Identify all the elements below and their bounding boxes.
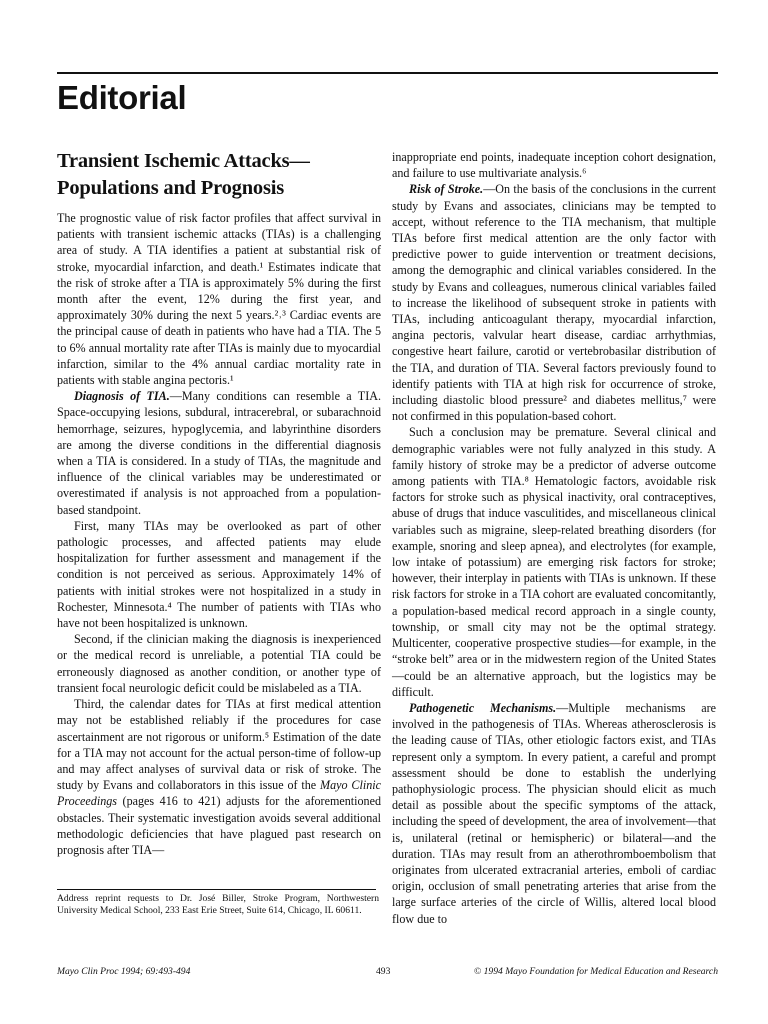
first-reason-paragraph: First, many TIAs may be overlooked as part of other pathologic processes, and affected patients may elude hospitalization for further assessment and management if the condition is not perceived as serious. Approximately 14% of patients with initial strokes were not hospitalized in a study in Rochester, Minnesota.⁴ The number of patients with TIAs who have not been hospitalized is unknown.: [57, 518, 381, 631]
diagnosis-run-in-head: Diagnosis of TIA.: [74, 389, 170, 404]
page-number: 493: [376, 966, 391, 977]
third-reason-text-b: (pages 416 to 421) adjusts for the aforementioned obstacles. Their systematic investigation avoids several additional methodologic deficiencies that have plagued past research on prognosis after TIA—: [57, 794, 381, 857]
article-title: [57, 148, 377, 202]
risk-of-stroke-paragraph: [392, 181, 716, 424]
journal-citation: Mayo Clin Proc 1994; 69:493-494: [57, 966, 191, 977]
pathogenetic-mechanisms-paragraph: [392, 700, 716, 927]
second-reason-paragraph: Second, if the clinician making the diagnosis is inexperienced or the medical record is unreliable, a potential TIA could be erroneously diagnosed as another condition, or another type of transient focal neurologic deficit could be mislabeled as a TIA.: [57, 632, 381, 695]
page-footer: [57, 965, 718, 979]
article-title-line-1: Transient Ischemic Attacks—: [57, 150, 310, 172]
pathogenetic-mechanisms-body: —Multiple mechanisms are involved in the pathogenesis of TIAs. Whereas atherosclerosis is the leading cause of TIAs, other etiologic factors exist, and TIAs represent only a symptom. In every patient, a careful and prompt assessment should be done to establish the underlying pathophysiologic process. The physician should elicit as much detail as possible about the specific symptoms of the attack, including the speed of development, the area of involvement—that is, unilateral (retinal or hemispheric) or bilateral—and the duration. TIAs may result from an atherothromboembolism that originates from ulcerated extracranial arteries, emboli of cardiac origin, occlusion of small penetrating arteries that arise from the large surface arteries of the circle of Willis, altered local blood flow due to: [392, 700, 716, 926]
risk-of-stroke-run-in-head: Risk of Stroke.: [409, 182, 484, 197]
journal-name: Mayo Clinic Proceedings: [57, 778, 381, 809]
risk-of-stroke-body: —On the basis of the conclusions in the current study by Evans and associates, clinicians may be tempted to accept, without reference to the TIA mechanism, that multiple TIAs before first medical attention are the only factor with predictive power to guide intervention or treatment decisions, among the demographic and clinical variables considered. In the study by Evans and colleagues, numerous clinical variables failed to increase the likelihood of subsequent stroke in patients with TIAs, including anticoagulant therapy, myocardial infarction, angina pectoris, valvular heart disease, cardiac arrhythmias, congestive heart failure, carotid or vertebrobasilar distribution of the TIA, and duration of TIA. Several factors previously found to identify patients with TIA at high risk for occurrence of stroke, including diastolic blood pressure² and diabetes mellitus,⁷ were not confirmed in this population-based cohort.: [392, 182, 716, 424]
footnote-rule: [57, 889, 376, 890]
top-rule: [57, 72, 718, 74]
diagnosis-paragraph: [57, 388, 381, 518]
third-reason-text-a: Third, the calendar dates for TIAs at first medical attention may not be established reliably if the procedures for case ascertainment are not rigorous or uniform.⁵ Estimation of the date for a TIA may not account for the actual person-time of follow-up and may affect analyses of survival data or risk of stroke. The study by Evans and collaborators in this issue of the: [57, 697, 381, 793]
continuation-paragraph: inappropriate end points, inadequate inception cohort designation, and failure to use multivariate analysis.⁶: [392, 150, 716, 181]
pathogenetic-mechanisms-run-in-head: Pathogenetic Mechanisms.: [409, 700, 557, 715]
right-column: [392, 149, 716, 927]
copyright-notice: © 1994 Mayo Foundation for Medical Education and Research: [473, 966, 718, 977]
section-title: Editorial: [57, 79, 187, 116]
diagnosis-body: —Many conditions can resemble a TIA. Space-occupying lesions, subdural, intracerebral, or subarachnoid hemorrhage, seizures, hypoglycemia, and labyrinthine disorders are among the diverse conditions in the differential diagnosis when a TIA is considered. In a study of TIAs, the magnitude and influence of the clinical variables may be underestimated or overestimated if analysis is not approached from a population-based standpoint.: [57, 389, 381, 517]
intro-paragraph: The prognostic value of risk factor profiles that affect survival in patients with transient ischemic attacks (TIAs) is a challenging area of study. A TIA identifies a patient at substantial risk of stroke, myocardial infarction, and death.¹ Estimates indicate that the risk of stroke after a TIA is approximately 5% during the first month after the event, 12% during the first year, and approximately 30% during the next 5 years.²˒³ Cardiac events are the principal cause of death in patients who have had a TIA. The 5 to 6% annual mortality rate after TIAs is mainly due to myocardial infarction, similar to the 4% annual cardiac mortality rate in patients with stable angina pectoris.¹: [57, 211, 381, 388]
premature-conclusion-paragraph: Such a conclusion may be premature. Several clinical and demographic variables were not fully analyzed in this study. A family history of stroke may be a predictor of adverse outcome among patients with TIA.⁸ Hematologic factors, avoidable risk factors for stroke such as physical inactivity, oral contraceptives, abuse of drugs that induce vasculitides, and miscellaneous clinical variables such as migraine, sleep-related breathing disorders (for example, snoring and sleep apnea), and electrolytes (for example, low intake of potassium) are emerging risk factors for stroke; however, their interplay in patients with TIAs is unknown. If these risk factors for stroke in a TIA cohort are evaluated concomitantly, a population-based medical record approach in a single county, township, or small city may not be the optimal strategy. Multicenter, cooperative prospective studies—for example, in the “stroke belt” area or in the midwestern region of the United States—could be an alternative approach, but the logistics may be difficult.: [392, 425, 716, 699]
left-column: [57, 210, 381, 858]
third-reason-paragraph: [57, 696, 381, 858]
reprint-footnote: Address reprint requests to Dr. José Biller, Stroke Program, Northwestern University Medical School, 233 East Erie Street, Suite 614, Chicago, IL 60611.: [57, 893, 379, 916]
article-title-line-2: Populations and Prognosis: [57, 177, 285, 199]
